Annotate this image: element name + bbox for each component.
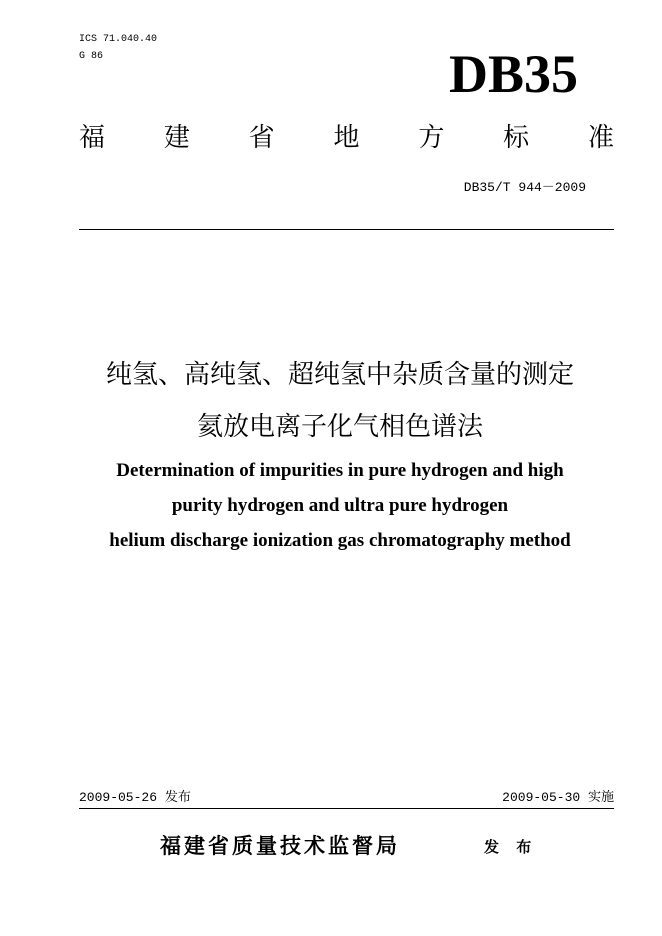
issue-date: 2009-05-26 发布 [79, 790, 191, 805]
english-title-line-1: Determination of impurities in pure hydrogen and high [116, 460, 564, 481]
standard-type-title [79, 122, 614, 154]
english-title-line-3: helium discharge ionization gas chromatography method [109, 530, 571, 551]
standard-logo: DB35 [448, 44, 578, 104]
issuing-authority: 福建省质量技术监督局 [160, 834, 400, 858]
category-code: G 86 [79, 51, 104, 62]
implementation-date: 2009-05-30 实施 [502, 790, 614, 805]
issue-label: 发 布 [484, 838, 538, 856]
ics-code: ICS 71.040.40 [79, 34, 158, 45]
standard-type-char: 准 [587, 123, 614, 153]
chinese-title-line-2: 氦放电离子化气相色谱法 [196, 412, 483, 442]
standard-type-char: 方 [418, 123, 445, 153]
standard-number: DB35/T 944－2009 [463, 180, 586, 195]
standard-type-char: 地 [333, 123, 360, 153]
standard-type-char: 福 [79, 123, 106, 153]
standard-type-char: 省 [248, 123, 275, 153]
standard-type-char: 建 [163, 123, 190, 153]
chinese-title-line-1: 纯氢、高纯氢、超纯氢中杂质含量的测定 [105, 360, 574, 390]
standard-type-char: 标 [503, 123, 530, 153]
footer-divider [79, 808, 614, 809]
header-divider [79, 229, 614, 230]
english-title-line-2: purity hydrogen and ultra pure hydrogen [171, 495, 509, 516]
